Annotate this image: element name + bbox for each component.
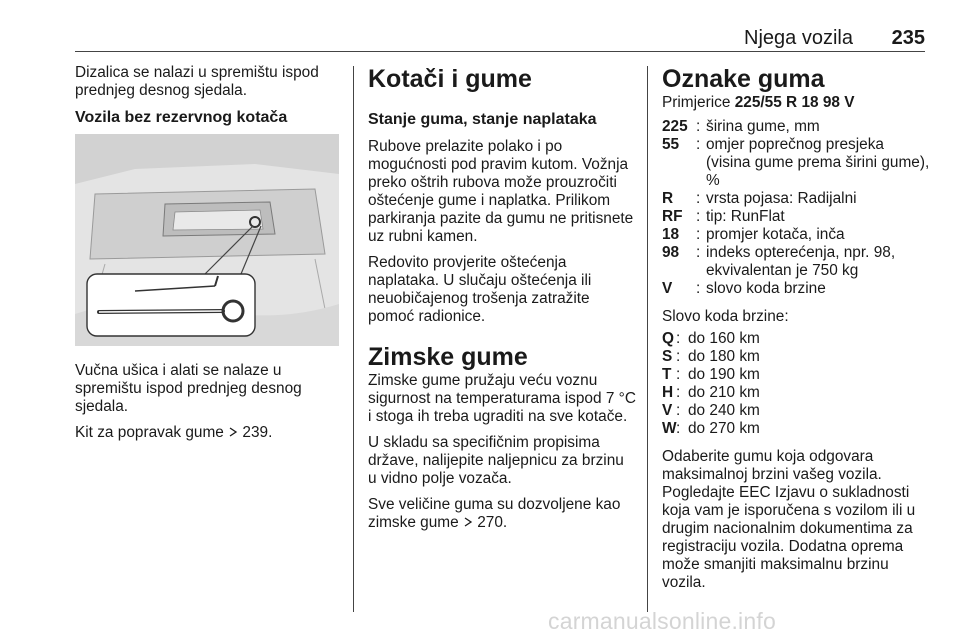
paragraph-rim-damage: Redovito provjerite oštećenja naplataka. U slučaju oštećenja ili neuobičajenog trošenja zatražite pomoć radionice. — [368, 254, 592, 325]
paragraph-speed-sticker: U skladu sa specifičnim propisima države, nalijepite naljepnicu za brzinu u vidno polje vozača. — [368, 434, 624, 487]
column-right — [662, 64, 932, 600]
list-item: 98 : indeks opterećenja, npr. 98, ekvivalentan je 750 kg — [662, 244, 896, 279]
page-ref-arrow-icon — [228, 427, 238, 437]
list-item: S : do 180 km — [662, 348, 760, 365]
winter-sizes-text: Sve veličine guma su dozvoljene kao zimske gume — [368, 496, 621, 531]
list-item: T : do 190 km — [662, 366, 760, 383]
intro-paragraph: Dizalica se nalazi u spremištu ispod prednjeg desnog sjedala. — [75, 64, 319, 99]
speed-code-list — [662, 330, 932, 438]
paragraph-winter-safety: Zimske gume pružaju veću voznu sigurnost na temperaturama ispod 7 °C i stoga ih treba ugraditi na sve kotače. — [368, 372, 636, 425]
list-item: H : do 210 km — [662, 384, 760, 401]
page-ref-arrow-icon — [463, 517, 473, 527]
list-item: V : do 240 km — [662, 402, 760, 419]
list-item: V : slovo koda brzine — [662, 280, 826, 297]
speed-code-label: Slovo koda brzine: — [662, 308, 789, 325]
example-line — [662, 94, 932, 112]
list-item: 55 : omjer poprečnog presjeka (visina gume prema širini gume), % — [662, 136, 930, 189]
example-value: 225/55 R 18 98 V — [734, 94, 855, 111]
list-item: W : do 270 km — [662, 420, 760, 437]
repair-kit-reference — [75, 424, 343, 442]
list-item: 18 : promjer kotača, inča — [662, 226, 845, 243]
repair-kit-text: Kit za popravak gume — [75, 424, 224, 441]
title-wheels-tyres: Kotači i gume — [368, 65, 532, 93]
paragraph-kerbs: Rubove prelazite polako i po mogućnosti pod pravim kutom. Vožnja preko oštrih rubova može prouzročiti oštećenje gume i naplatka. Prilikom parkiranja pazite da gumu ne pritisnete uz rubni kamen. — [368, 138, 634, 245]
paragraph-select-tyre: Odaberite gumu koja odgovara maksimalnoj brzini vašeg vozila. Pogledajte EEC Izjavu o sukladnosti koja vam je isporučena s vozilom ili u drugim nacionalnim dokumentima za registraciju vozila. Dodatna oprema može smanjiti maksimalnu brzinu vozila. — [662, 448, 916, 591]
list-item: 225 : širina gume, mm — [662, 118, 820, 135]
winter-sizes-page[interactable]: 270. — [477, 514, 508, 531]
paragraph-winter-sizes — [368, 496, 636, 532]
column-middle — [368, 64, 636, 540]
column-left — [75, 64, 343, 450]
page-header — [75, 27, 925, 51]
tools-illustration — [75, 134, 339, 346]
list-item: Q : do 160 km — [662, 330, 760, 347]
header-divider — [75, 51, 925, 52]
tools-caption: Vučna ušica i alati se nalaze u spremištu ispod prednjeg desnog sjedala. — [75, 362, 302, 415]
page-number: 235 — [891, 27, 925, 49]
designation-list — [662, 118, 932, 298]
section-title: Njega vozila — [744, 27, 853, 49]
repair-kit-page[interactable]: 239. — [242, 424, 273, 441]
heading-no-spare: Vozila bez rezervnog kotača — [75, 109, 288, 126]
column-divider-1 — [353, 66, 354, 612]
column-divider-2 — [647, 66, 648, 612]
site-watermark: carmanualsonline.info — [548, 608, 776, 634]
title-winter-tyres: Zimske gume — [368, 343, 528, 371]
title-tyre-designations: Oznake guma — [662, 65, 825, 93]
example-label: Primjerice — [662, 94, 731, 111]
list-item: R : vrsta pojasa: Radijalni — [662, 190, 857, 207]
list-item: RF : tip: RunFlat — [662, 208, 785, 225]
subheading-tyre-condition: Stanje guma, stanje naplataka — [368, 111, 597, 128]
